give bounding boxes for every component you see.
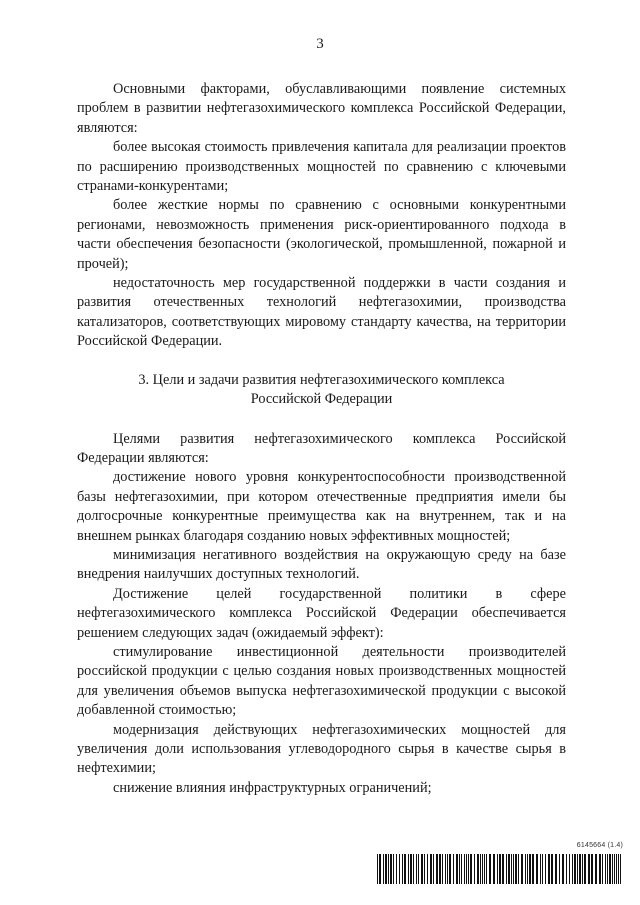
- paragraph: более жесткие нормы по сравнению с основными конкурентными регионами, невозможность применения риск-ориентированного подхода в части обеспечения безопасности (экологической, промышленной, пожарной и прочей);: [77, 197, 566, 272]
- document-barcode: [377, 842, 623, 887]
- paragraph: недостаточность мер государственной поддержки в части создания и развития отечественных технологий нефтегазохимии, производства катализаторов, соответствующих мировому стандарту качества, на территории Российской Федерации.: [77, 275, 566, 350]
- page-number: 3: [316, 36, 324, 52]
- paragraph: Основными факторами, обуславливающими появление системных проблем в развитии нефтегазохимического комплекса Российской Федерации, являются:: [77, 81, 566, 136]
- section-heading-line: Российской Федерации: [250, 391, 393, 408]
- barcode-code: 6145664 (1.4): [576, 842, 623, 849]
- paragraph: Целями развития нефтегазохимического комплекса Российской Федерации являются:: [77, 430, 566, 466]
- paragraph: модернизация действующих нефтегазохимических мощностей для увеличения доли использования углеводородного сырья в качестве сырья в нефтехимии;: [77, 721, 566, 777]
- section-heading-line: 3. Цели и задачи развития нефтегазохимического комплекса: [138, 371, 505, 388]
- paragraph: достижение нового уровня конкурентоспособности производственной базы нефтегазохимии, при котором отечественные предприятия имели бы долгосрочные конкурентные преимущества как на внутреннем, так и на внешнем рынках благодаря созданию новых эффективных мощностей;: [77, 469, 566, 544]
- paragraph: снижение влияния инфраструктурных ограничений;: [113, 779, 432, 796]
- document-body: [77, 80, 566, 798]
- paragraph: стимулирование инвестиционной деятельности производителей российской продукции с целью создания новых производственных мощностей для увеличения объемов выпуска нефтегазохимической продукции с высокой добавленной стоимостью;: [77, 643, 566, 719]
- barcode-icon: [377, 854, 623, 884]
- paragraph: Достижение целей государственной политики в сфере нефтегазохимического комплекса Российской Федерации обеспечивается решением следующих задач (ожидаемый эффект):: [77, 585, 566, 641]
- paragraph: более высокая стоимость привлечения капитала для реализации проектов по расширению производственных мощностей по сравнению с ключевыми странами-конкурентами;: [77, 139, 566, 195]
- paragraph: минимизация негативного воздействия на окружающую среду на базе внедрения наилучших доступных технологий.: [77, 546, 566, 583]
- section-heading: [77, 371, 566, 410]
